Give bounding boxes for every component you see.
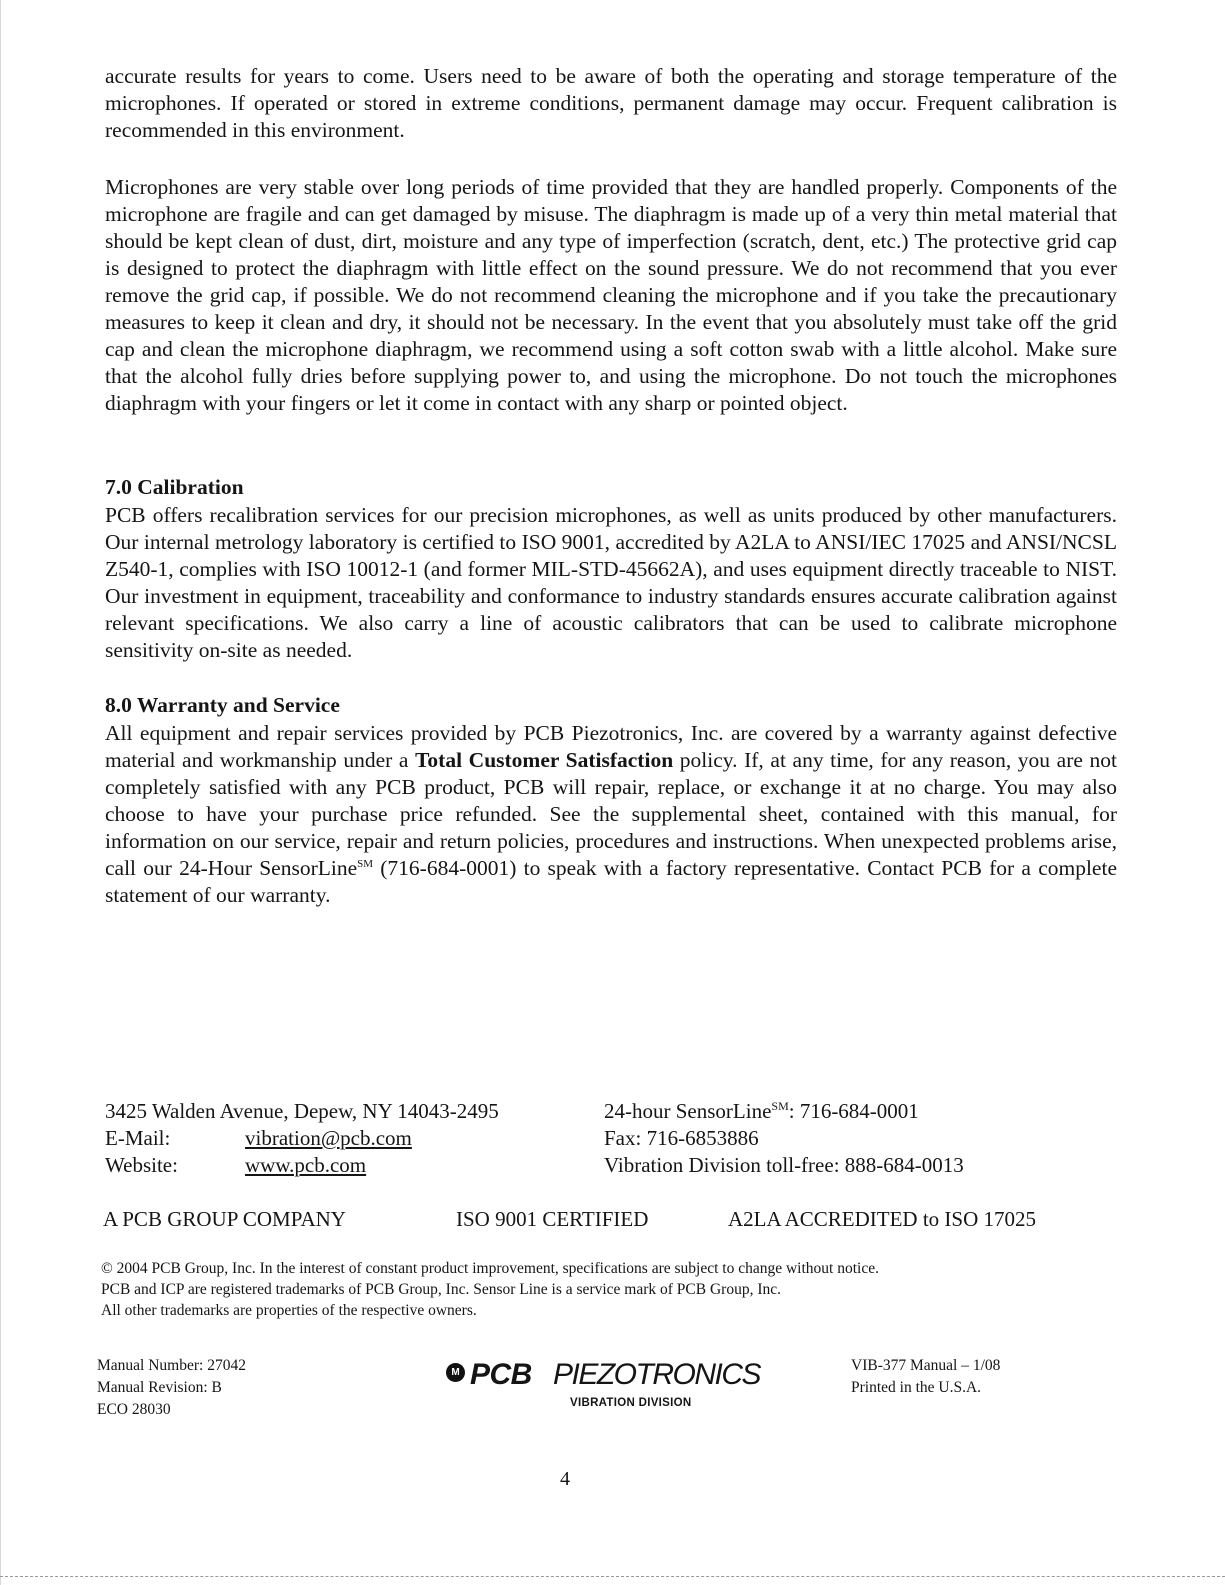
email-label: E-Mail: — [105, 1126, 171, 1150]
calibration-heading: 7.0 Calibration — [105, 475, 244, 499]
email-row — [105, 1125, 412, 1152]
page-number: 4 — [560, 1468, 570, 1490]
pcb-group-company: A PCB GROUP COMPANY — [103, 1207, 346, 1231]
warranty-text-c: (716-684-0001) to speak with a factory representative. Contact PCB for a complete statement of our warranty. — [105, 856, 1117, 907]
sensorline-row — [604, 1098, 919, 1125]
manual-info — [97, 1355, 246, 1421]
eco-number: ECO 28030 — [97, 1401, 171, 1418]
total-customer-satisfaction: Total Customer Satisfaction — [415, 748, 674, 772]
printed-in: Printed in the U.S.A. — [851, 1379, 982, 1396]
service-mark: SM — [357, 857, 374, 870]
document-id: VIB-377 Manual – 1/08 — [851, 1357, 1001, 1374]
fax-number: Fax: 716-6853886 — [604, 1126, 759, 1150]
manual-number: Manual Number: 27042 — [97, 1357, 246, 1374]
website-row — [105, 1152, 366, 1179]
manual-revision: Manual Revision: B — [97, 1379, 222, 1396]
document-info — [851, 1355, 1000, 1399]
legal-line-2: PCB and ICP are registered trademarks of PCB Group, Inc. Sensor Line is a service mark of PCB Group, Inc. — [101, 1281, 781, 1298]
warranty-paragraph — [105, 720, 1117, 909]
street-address: 3425 Walden Avenue, Depew, NY 14043-2495 — [105, 1099, 499, 1123]
website-label: Website: — [105, 1153, 178, 1177]
website-link[interactable]: www.pcb.com — [245, 1153, 367, 1177]
intro-paragraph: accurate results for years to come. Users need to be aware of both the operating and storage temperature of the microphones. If operated or stored in extreme conditions, permanent damage may occur. Frequent calibration is recommended in this environment. — [105, 64, 1117, 142]
sensorline-label: 24-hour SensorLine — [604, 1099, 772, 1123]
logo-division-text: VIBRATION DIVISION — [570, 1397, 692, 1409]
sensorline-mark: SM — [771, 1099, 789, 1113]
legal-line-3: All other trademarks are properties of the respective owners. — [101, 1302, 477, 1319]
page-left-edge — [0, 0, 1, 1585]
handling-paragraph: Microphones are very stable over long periods of time provided that they are handled properly. Components of the microphone are fragile and can get damaged by misuse. The diaphragm is made up of a very thin metal material that should be kept clean of dust, dirt, moisture and any type of imperfection (scratch, dent, etc.) The protective grid cap is designed to protect the diaphragm with little effect on the sound pressure. We do not recommend that you ever remove the grid cap, if possible. We do not recommend cleaning the microphone and if you take the precautionary measures to keep it clean and dry, it should not be necessary. In the event that you absolutely must take off the grid cap and clean the microphone diaphragm, we recommend using a soft cotton swab with a little alcohol. Make sure that the alcohol fully dries before supplying power to, and using the microphone. Do not touch the microphones diaphragm with your fingers or let it come in contact with any sharp or pointed object. — [105, 175, 1117, 415]
warranty-text-b: policy. If, at any time, for any reason, you are not completely satisfied with any PCB product, PCB will repair, replace, or exchange it at no charge. You may also choose to have your purchase price refunded. See the supplemental sheet, contained with this manual, for information on our service, repair and return policies, procedures and instructions. When unexpected problems arise, call our 24-Hour SensorLine — [105, 748, 1117, 880]
phone-block — [604, 1098, 1104, 1182]
scan-bottom-edge — [0, 1576, 1225, 1577]
warranty-heading: 8.0 Warranty and Service — [105, 693, 340, 717]
logo-piezotronics-text: PIEZOTRONICS — [553, 1358, 761, 1391]
email-link[interactable]: vibration@pcb.com — [245, 1126, 412, 1150]
sensorline-number: : 716-684-0001 — [788, 1099, 919, 1123]
pcb-logo-icon: M — [446, 1363, 465, 1382]
pcb-piezotronics-logo — [440, 1360, 770, 1420]
calibration-paragraph: PCB offers recalibration services for our precision microphones, as well as units produced by other manufacturers. Our internal metrology laboratory is certified to ISO 9001, accredited by A2LA to ANSI/IEC 17025 and ANSI/NCSL Z540-1, complies with ISO 10012-1 (and former MIL-STD-45662A), and uses equipment directly traceable to NIST. Our investment in equipment, traceability and conformance to industry standards ensures accurate calibration against relevant specifications. We also carry a line of acoustic calibrators that can be used to calibrate microphone sensitivity on-site as needed. — [105, 503, 1117, 662]
legal-line-1: © 2004 PCB Group, Inc. In the interest of constant product improvement, specifications are subject to change without notice. — [101, 1260, 879, 1277]
legal-notice — [101, 1258, 1121, 1321]
address-block — [105, 1098, 575, 1182]
iso-certified: ISO 9001 CERTIFIED — [456, 1207, 649, 1231]
warranty-text-a: All equipment and repair services provided by PCB Piezotronics, Inc. are covered by a warranty against defective material and workmanship under a — [105, 721, 1117, 772]
logo-pcb-text: PCB — [470, 1358, 532, 1391]
a2la-accredited: A2LA ACCREDITED to ISO 17025 — [728, 1207, 1037, 1231]
tollfree-number: Vibration Division toll-free: 888-684-0013 — [604, 1153, 964, 1177]
